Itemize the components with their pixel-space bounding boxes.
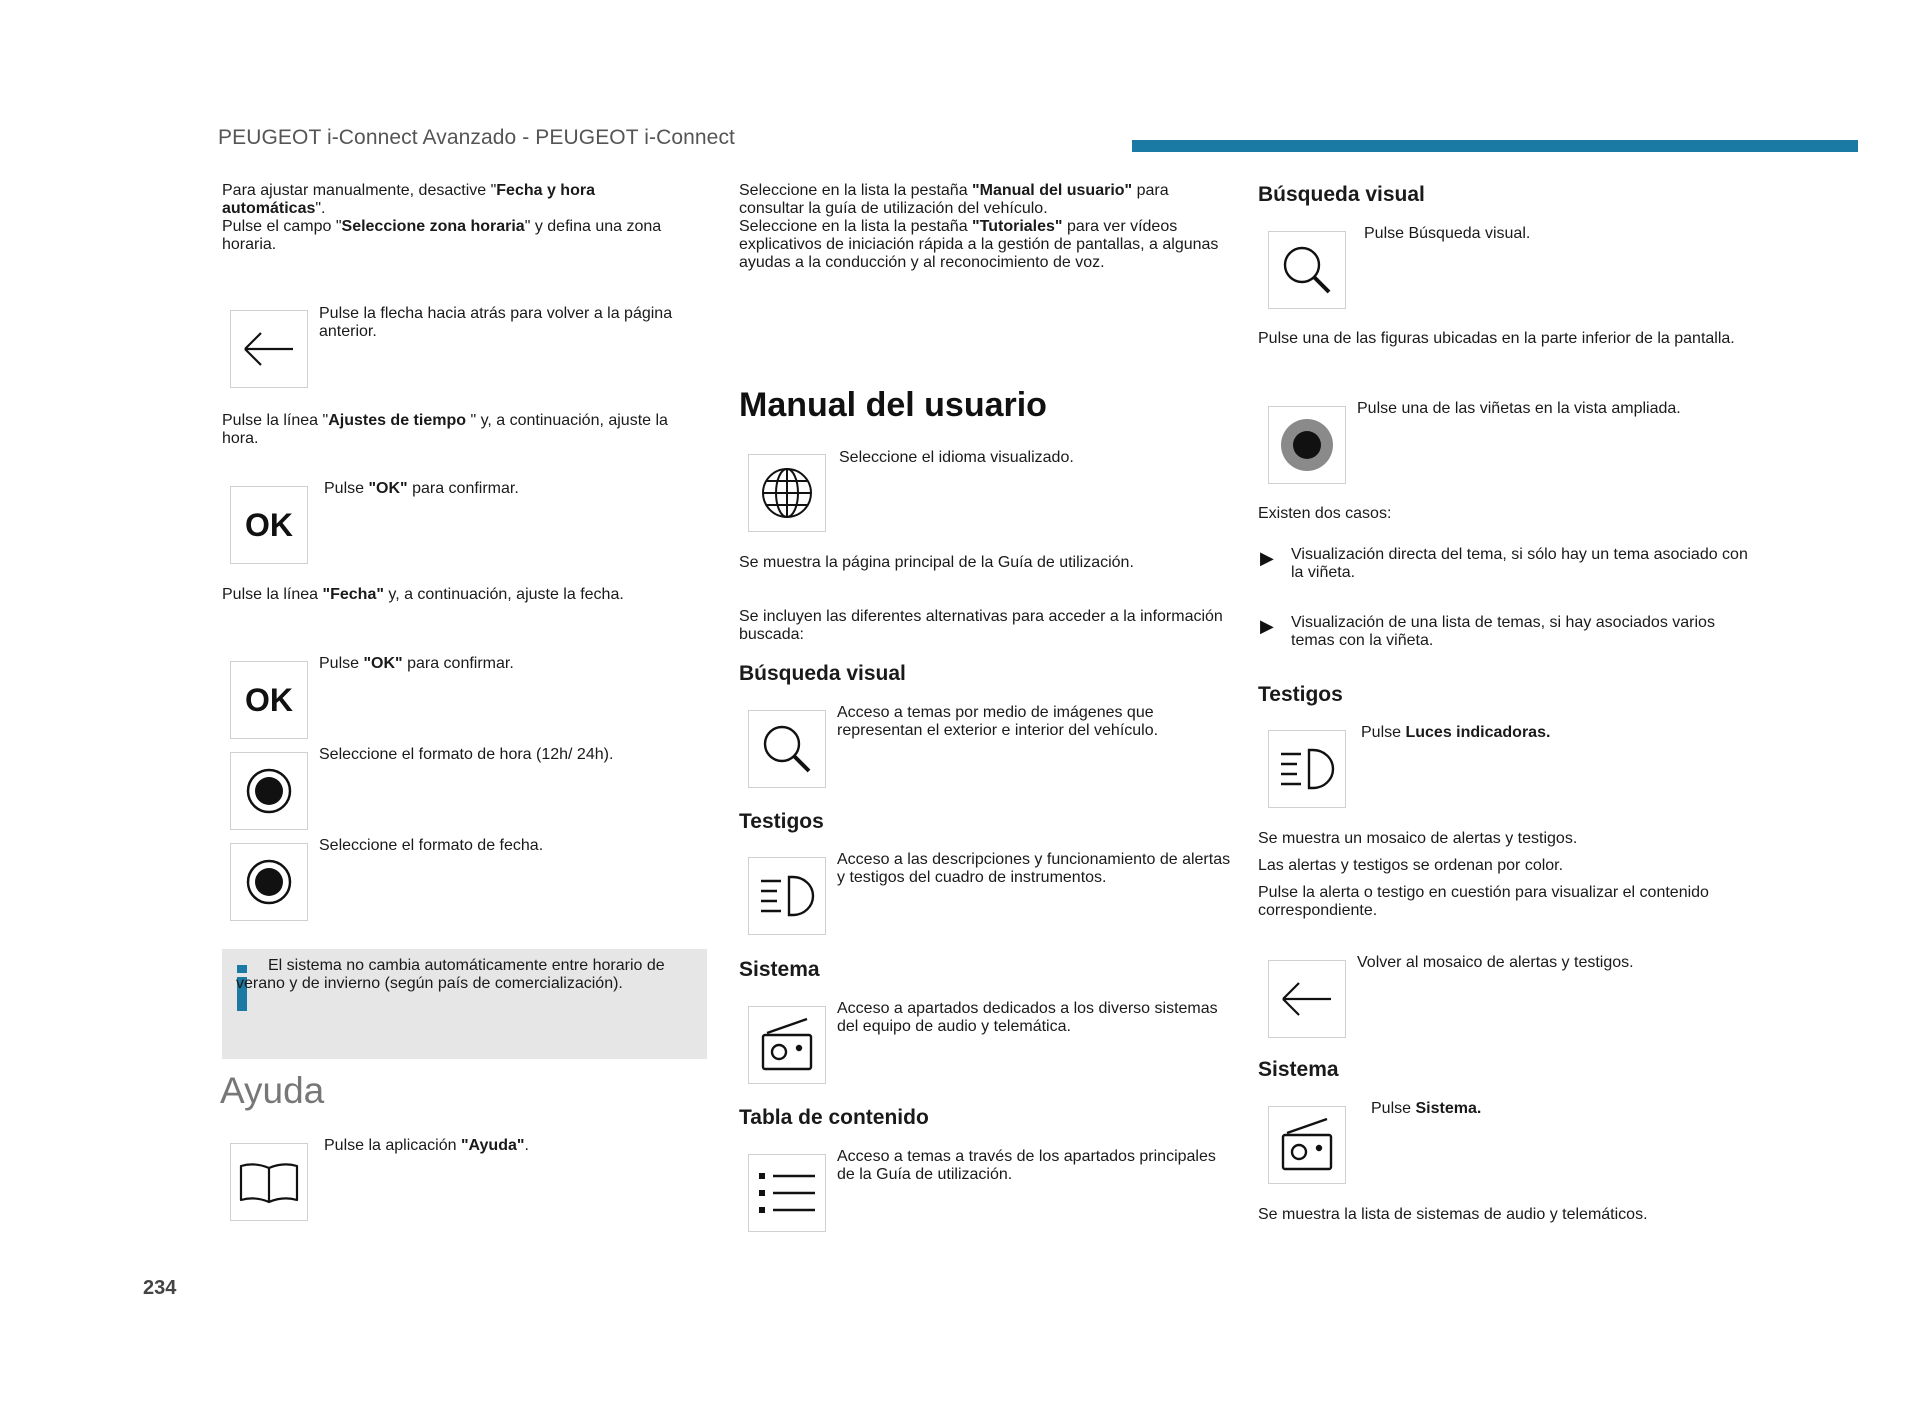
headlight-indicator-icon xyxy=(748,857,826,935)
col3-warning-tap: Pulse Luces indicadoras. xyxy=(1361,724,1551,741)
globe-icon xyxy=(748,454,826,532)
col3-tap-alert: Pulse la alerta o testigo en cuestión para visualizar el contenido correspondiente. xyxy=(1258,884,1709,919)
bullet-marker-icon xyxy=(1268,406,1346,484)
header-accent-bar xyxy=(1132,140,1858,152)
magnifier-icon xyxy=(748,710,826,788)
col3-back-mosaic: Volver al mosaico de alertas y testigos. xyxy=(1357,954,1634,971)
col3-visual-title: Búsqueda visual xyxy=(1258,183,1425,206)
ok-icon: OK xyxy=(230,661,308,739)
list-icon xyxy=(748,1154,826,1232)
col2-alternatives: Se incluyen las diferentes alternativas para acceder a la información buscada: xyxy=(739,608,1223,643)
col3-bullet-tap: Pulse una de las viñetas en la vista ampliada. xyxy=(1357,400,1681,417)
col3-figures: Pulse una de las figuras ubicadas en la parte inferior de la pantalla. xyxy=(1258,330,1735,347)
col1-time-format: Seleccione el formato de hora (12h/ 24h). xyxy=(319,746,614,763)
col3-mosaic: Se muestra un mosaico de alertas y testigos. xyxy=(1258,830,1578,847)
col1-help-text: Pulse la aplicación "Ayuda". xyxy=(324,1137,529,1154)
col2-toc-text: Acceso a temas a través de los apartados principales de la Guía de utilización. xyxy=(837,1148,1216,1183)
col3-visual-tap: Pulse Búsqueda visual. xyxy=(1364,225,1531,242)
headlight-indicator-icon xyxy=(1268,730,1346,808)
magnifier-icon xyxy=(1268,231,1346,309)
col3-cases: Existen dos casos: xyxy=(1258,505,1392,522)
col2-system-title: Sistema xyxy=(739,958,820,981)
col3-system-title: Sistema xyxy=(1258,1058,1339,1081)
radio-selected-icon xyxy=(230,752,308,830)
col2-main-page: Se muestra la página principal de la Guía de utilización. xyxy=(739,554,1134,571)
radio-device-icon xyxy=(1268,1106,1346,1184)
col1-ok1-text: Pulse "OK" para confirmar. xyxy=(324,480,519,497)
col1-date-format: Seleccione el formato de fecha. xyxy=(319,837,544,854)
running-header: PEUGEOT i-Connect Avanzado - PEUGEOT i-Connect xyxy=(218,126,735,149)
col1-time-line: Pulse la línea "Ajustes de tiempo " y, a continuación, ajuste la hora. xyxy=(222,412,668,447)
col3-case2: Visualización de una lista de temas, si hay asociados varios temas con la viñeta. xyxy=(1291,614,1715,649)
info-note xyxy=(222,949,707,1059)
col2-warning-title: Testigos xyxy=(739,810,824,833)
col3-warning-title: Testigos xyxy=(1258,683,1343,706)
bullet-arrow-icon: ▶ xyxy=(1260,548,1274,568)
col1-ok2-text: Pulse "OK" para confirmar. xyxy=(319,655,514,672)
section-title-manual: Manual del usuario xyxy=(739,386,1047,424)
page-number: 234 xyxy=(143,1277,177,1299)
col2-visual-title: Búsqueda visual xyxy=(739,662,906,685)
col2-warning-text: Acceso a las descripciones y funcionamiento de alertas y testigos del cuadro de instrumentos. xyxy=(837,851,1231,886)
col3-sorted: Las alertas y testigos se ordenan por color. xyxy=(1258,857,1564,874)
col2-language: Seleccione el idioma visualizado. xyxy=(839,449,1074,466)
col2-system-text: Acceso a apartados dedicados a los diverso sistemas del equipo de audio y telemática. xyxy=(837,1000,1218,1035)
radio-device-icon xyxy=(748,1006,826,1084)
back-arrow-icon xyxy=(1268,960,1346,1038)
col1-back-text: Pulse la flecha hacia atrás para volver a la página anterior. xyxy=(319,305,673,340)
section-title-ayuda: Ayuda xyxy=(220,1070,325,1111)
info-note-text: El sistema no cambia automáticamente entre horario de verano y de invierno (según país de comercialización). xyxy=(236,957,665,992)
book-icon xyxy=(230,1143,308,1221)
col2-toc-title: Tabla de contenido xyxy=(739,1106,929,1129)
col3-system-list: Se muestra la lista de sistemas de audio y telemáticos. xyxy=(1258,1206,1648,1223)
col2-intro: Seleccione en la lista la pestaña "Manual del usuario" para consultar la guía de utilización del vehículo. Seleccione en la lista la pestaña "Tutoriales" para ver vídeos explicativos de iniciación rápida a la gestión de pantallas, a algunas ayudas a la conducción y al reconocimiento de voz. xyxy=(739,182,1219,271)
back-arrow-icon xyxy=(230,310,308,388)
radio-selected-icon xyxy=(230,843,308,921)
col2-visual-text: Acceso a temas por medio de imágenes que representan el exterior e interior del vehículo. xyxy=(837,704,1159,739)
col3-case1: Visualización directa del tema, si sólo hay un tema asociado con la viñeta. xyxy=(1291,546,1748,581)
col3-system-tap: Pulse Sistema. xyxy=(1371,1100,1482,1117)
ok-icon: OK xyxy=(230,486,308,564)
col1-intro: Para ajustar manualmente, desactive "Fecha y hora automáticas". Pulse el campo "Seleccione zona horaria" y defina una zona horaria. xyxy=(222,182,662,253)
bullet-arrow-icon: ▶ xyxy=(1260,616,1274,636)
col1-date-line: Pulse la línea "Fecha" y, a continuación, ajuste la fecha. xyxy=(222,586,624,603)
